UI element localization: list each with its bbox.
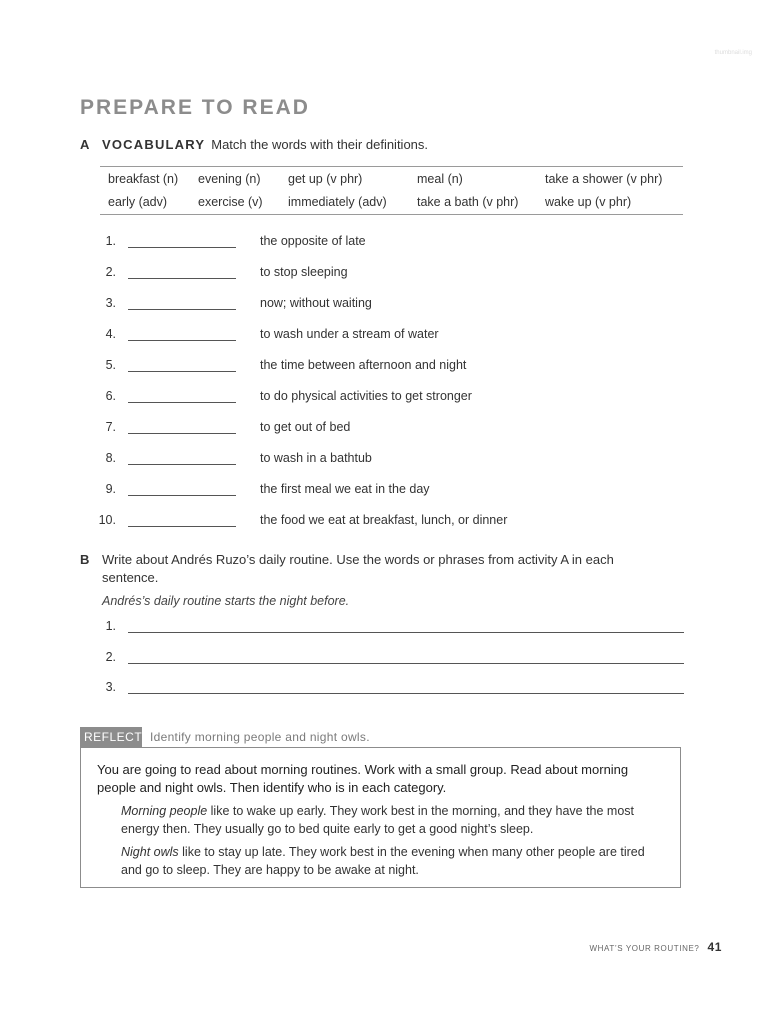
word-box-item: breakfast (n) (108, 172, 179, 186)
writing-line (90, 680, 690, 700)
vocab-item (90, 358, 690, 378)
section-a-heading (80, 137, 428, 152)
running-title: WHAT’S YOUR ROUTINE? (589, 944, 700, 953)
answer-blank[interactable] (128, 495, 236, 496)
item-definition: to wash under a stream of water (260, 327, 439, 341)
answer-blank[interactable] (128, 433, 236, 434)
word-box-item: early (adv) (108, 195, 168, 209)
vocab-item (90, 389, 690, 409)
vocab-item (90, 234, 690, 254)
page-title: PREPARE TO READ (80, 96, 310, 119)
item-definition: the first meal we eat in the day (260, 482, 430, 496)
page-footer (590, 940, 723, 954)
word-box-item: immediately (adv) (288, 195, 387, 209)
item-number: 10. (98, 513, 116, 527)
item-definition: the food we eat at breakfast, lunch, or dinner (260, 513, 508, 527)
answer-blank[interactable] (128, 247, 236, 248)
answer-blank[interactable] (128, 309, 236, 310)
reflect-intro: You are going to read about morning routines. Work with a small group. Read about morning people and night owls. Then identify who is in each category. (97, 762, 629, 795)
word-box-item: get up (v phr) (288, 172, 363, 186)
item-definition: to stop sleeping (260, 265, 348, 279)
night-owls-text: like to stay up late. They work best in the evening when many other people are tired and go to sleep. They are happy to be awake at night. (121, 845, 645, 877)
night-owls-term: Night owls (121, 845, 179, 859)
writing-line (90, 650, 690, 670)
section-a-letter: A (80, 137, 90, 152)
section-b-instruction: Write about Andrés Ruzo’s daily routine. Use the words or phrases from activity A in each sentence. (102, 552, 614, 585)
item-definition: to get out of bed (260, 420, 351, 434)
word-box (100, 166, 683, 215)
line-number: 3. (105, 680, 116, 694)
item-definition: the opposite of late (260, 234, 366, 248)
vocab-item (90, 482, 690, 502)
writing-line (90, 619, 690, 639)
section-a-title: VOCABULARY (102, 137, 206, 152)
morning-people-text: like to wake up early. They work best in the morning, and they have the most energy then. They usually go to bed quite early to get a good night’s sleep. (121, 804, 635, 836)
item-number: 6. (105, 389, 116, 403)
answer-blank[interactable] (128, 402, 236, 403)
item-number: 5. (105, 358, 116, 372)
item-number: 9. (105, 482, 116, 496)
writing-rule[interactable] (128, 663, 684, 664)
item-number: 2. (105, 265, 116, 279)
word-box-item: take a bath (v phr) (417, 195, 519, 209)
word-box-item: meal (n) (417, 172, 463, 186)
line-number: 2. (105, 650, 116, 664)
vocab-item (90, 513, 690, 533)
vocab-item (90, 451, 690, 471)
section-b-letter: B (80, 552, 90, 567)
item-number: 8. (105, 451, 116, 465)
item-number: 3. (105, 296, 116, 310)
section-a-instruction: Match the words with their definitions. (211, 137, 429, 152)
item-definition: now; without waiting (260, 296, 372, 310)
watermark: thumbnail.img (714, 50, 752, 56)
answer-blank[interactable] (128, 464, 236, 465)
answer-blank[interactable] (128, 526, 236, 527)
vocab-item (90, 296, 690, 316)
night-owls-paragraph (121, 843, 666, 879)
answer-blank[interactable] (128, 371, 236, 372)
word-box-item: take a shower (v phr) (545, 172, 663, 186)
item-number: 4. (105, 327, 116, 341)
reflect-box (80, 747, 681, 888)
word-box-item: wake up (v phr) (545, 195, 632, 209)
item-number: 7. (105, 420, 116, 434)
answer-blank[interactable] (128, 278, 236, 279)
writing-rule[interactable] (128, 632, 684, 633)
writing-rule[interactable] (128, 693, 684, 694)
section-b-example: Andrés’s daily routine starts the night before. (102, 594, 350, 608)
word-box-item: exercise (v) (198, 195, 263, 209)
morning-people-paragraph (121, 802, 666, 838)
item-definition: to do physical activities to get stronger (260, 389, 472, 403)
page-number: 41 (707, 940, 722, 954)
reflect-tag: REFLECT (80, 727, 142, 747)
morning-people-term: Morning people (121, 804, 208, 818)
section-b-heading (80, 551, 670, 587)
vocab-item (90, 265, 690, 285)
vocab-item (90, 327, 690, 347)
line-number: 1. (105, 619, 116, 633)
item-definition: to wash in a bathtub (260, 451, 372, 465)
reflect-subtitle: Identify morning people and night owls. (150, 730, 370, 744)
answer-blank[interactable] (128, 340, 236, 341)
vocab-item (90, 420, 690, 440)
item-definition: the time between afternoon and night (260, 358, 467, 372)
word-box-item: evening (n) (198, 172, 261, 186)
item-number: 1. (105, 234, 116, 248)
